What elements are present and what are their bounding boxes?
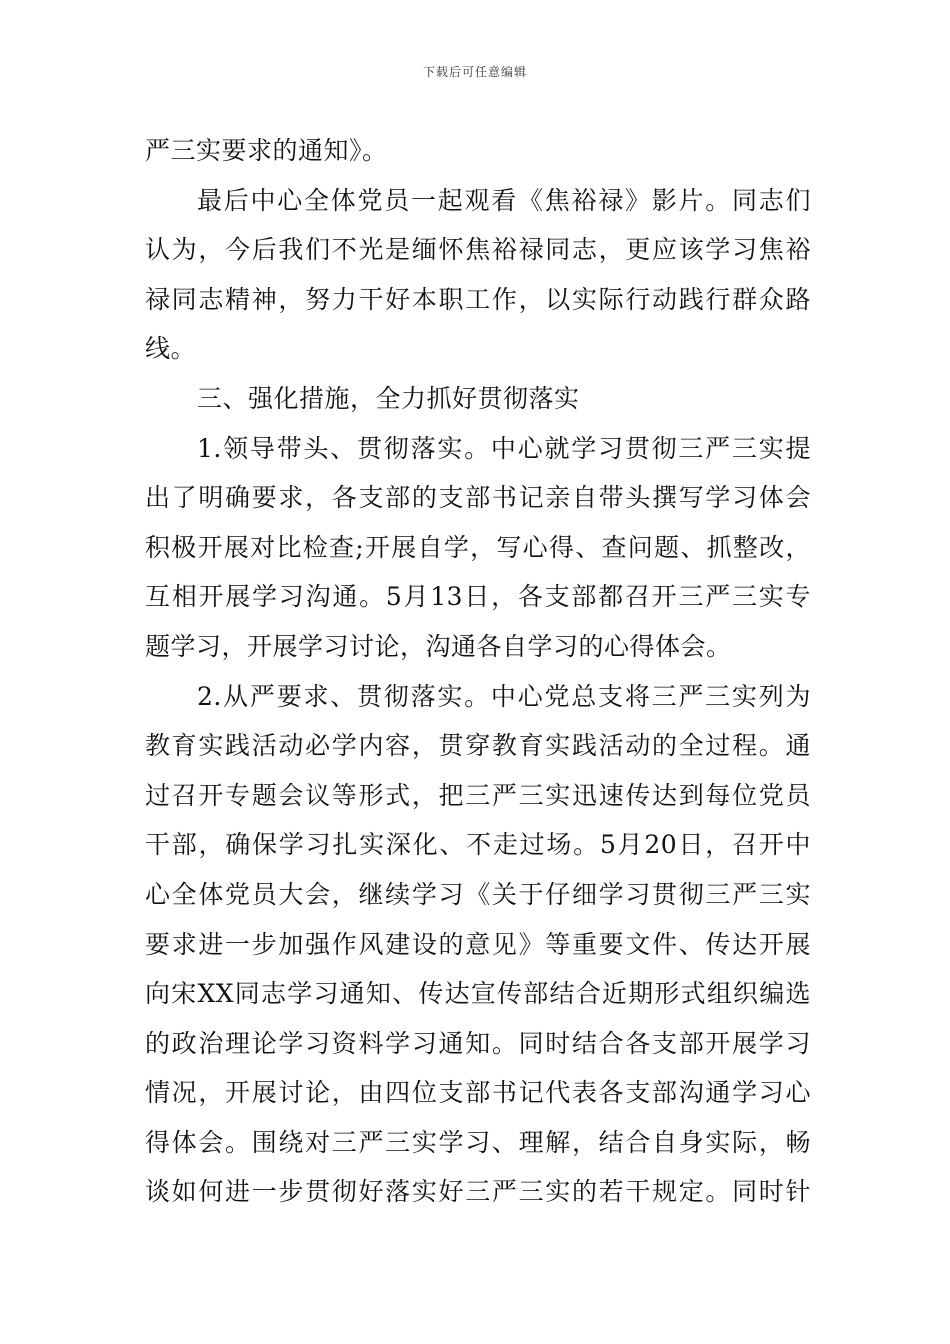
paragraph-line: 干部，确保学习扎实深化、不走过场。5月20日，召开中: [145, 830, 811, 860]
paragraph-line: 的政治理论学习资料学习通知。同时结合各支部开展学习: [145, 1028, 811, 1058]
document-body: [145, 126, 811, 1217]
paragraph-line: 出了明确要求，各支部的支部书记亲自带头撰写学习体会: [145, 483, 811, 513]
paragraph-line: 禄同志精神，努力干好本职工作，以实际行动践行群众路: [145, 284, 811, 314]
paragraph-line: 题学习，开展学习讨论，沟通各自学习的心得体会。: [145, 631, 732, 661]
paragraph-line: 积极开展对比检查;开展自学，写心得、查问题、抓整改，: [145, 532, 811, 562]
paragraph-line: 过召开专题会议等形式，把三严三实迅速传达到每位党员: [145, 780, 811, 810]
paragraph-line: 2.从严要求、贯彻落实。中心党总支将三严三实列为: [197, 681, 811, 711]
paragraph-line: 得体会。围绕对三严三实学习、理解，结合自身实际，畅: [145, 1127, 811, 1157]
paragraph-line: 线。: [145, 334, 197, 364]
paragraph-line: 最后中心全体党员一起观看《焦裕禄》影片。同志们: [197, 185, 811, 215]
paragraph-line: 1.领导带头、贯彻落实。中心就学习贯彻三严三实提: [197, 433, 811, 463]
page-header: 下载后可任意编辑: [422, 65, 527, 79]
text-line: 严三实要求的通知》。: [145, 136, 388, 165]
section-heading: 三、强化措施，全力抓好贯彻落实: [197, 383, 580, 413]
paragraph-line: 谈如何进一步贯彻好落实好三严三实的若干规定。同时针: [145, 1177, 811, 1207]
paragraph-line: 心全体党员大会，继续学习《关于仔细学习贯彻三严三实: [145, 879, 811, 909]
paragraph-line: 要求进一步加强作风建设的意见》等重要文件、传达开展: [145, 929, 811, 959]
paragraph-line: 互相开展学习沟通。5月13日，各支部都召开三严三实专: [145, 582, 811, 612]
paragraph-line: 教育实践活动必学内容，贯穿教育实践活动的全过程。通: [145, 731, 811, 761]
paragraph-line: 情况，开展讨论，由四位支部书记代表各支部沟通学习心: [145, 1078, 811, 1108]
paragraph-line: 向宋XX同志学习通知、传达宣传部结合近期形式组织编选: [145, 979, 811, 1009]
paragraph-line: 认为，今后我们不光是缅怀焦裕禄同志，更应该学习焦裕: [145, 235, 811, 265]
